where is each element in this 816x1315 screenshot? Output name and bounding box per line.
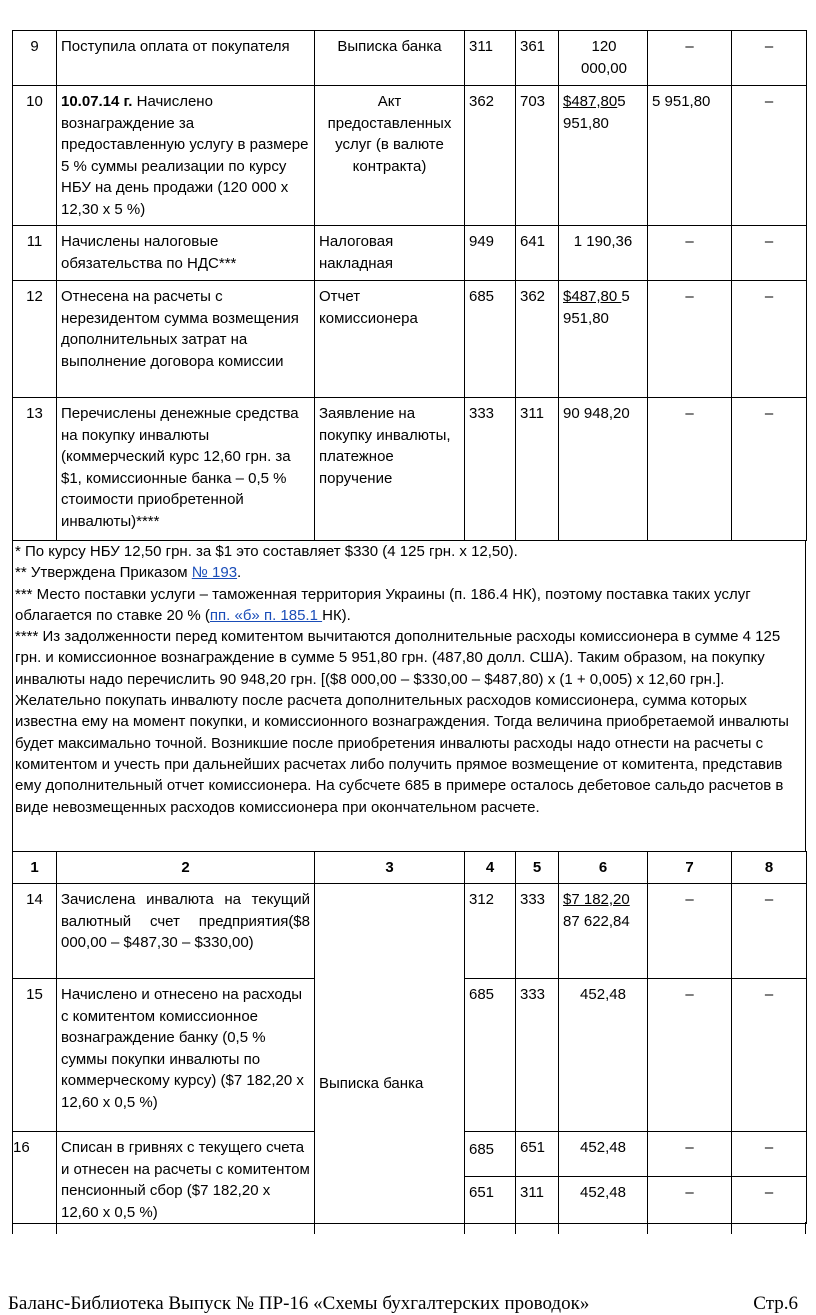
header-cell: 4 bbox=[465, 852, 516, 884]
table-row bbox=[13, 86, 807, 226]
document-cell: Налоговая накладная bbox=[315, 226, 465, 281]
credit-account: 641 bbox=[516, 226, 559, 281]
col8-cell: – bbox=[732, 86, 807, 226]
table-row bbox=[13, 31, 807, 86]
document-cell: Отчет комиссионера bbox=[315, 281, 465, 398]
credit-account: 361 bbox=[516, 31, 559, 86]
footnote-3: *** Место поставки услуги – таможенная территория Украины (п. 186.4 НК), поэтому поставка таких услуг облагается по ставке 20 % (пп. «б» п. 185.1 НК). bbox=[15, 585, 751, 624]
row-number: 9 bbox=[13, 31, 57, 86]
col8-cell: – bbox=[732, 1132, 807, 1177]
page-number: Стр.6 bbox=[753, 1293, 798, 1314]
debit-account: 685 bbox=[465, 281, 516, 398]
document-cell: Выписка банка bbox=[315, 884, 465, 1224]
amount-cell: 452,48 bbox=[559, 979, 648, 1132]
credit-account: 362 bbox=[516, 281, 559, 398]
table-row bbox=[13, 884, 807, 979]
table-row bbox=[13, 398, 807, 541]
header-cell: 5 bbox=[516, 852, 559, 884]
page-footer bbox=[8, 1293, 798, 1315]
tax-code-link[interactable]: пп. «б» п. 185.1 bbox=[209, 606, 323, 624]
col7-cell: – bbox=[648, 281, 732, 398]
table-tick bbox=[558, 1222, 559, 1234]
col7-cell: – bbox=[648, 1132, 732, 1177]
debit-account: 333 bbox=[465, 398, 516, 541]
col8-cell: – bbox=[732, 979, 807, 1132]
amount-cell: 452,48 bbox=[559, 1176, 648, 1223]
header-cell: 3 bbox=[315, 852, 465, 884]
col8-cell: – bbox=[732, 226, 807, 281]
footnotes bbox=[12, 541, 806, 851]
table-tick bbox=[314, 1222, 315, 1234]
col8-cell: – bbox=[732, 1176, 807, 1223]
document-cell: Выписка банка bbox=[315, 31, 465, 86]
operation-description: Поступила оплата от покупателя bbox=[57, 31, 315, 86]
amount-cell: 1 190,36 bbox=[559, 226, 648, 281]
table-bottom bbox=[12, 851, 807, 1224]
header-cell: 7 bbox=[648, 852, 732, 884]
col8-cell: – bbox=[732, 884, 807, 979]
date-bold: 10.07.14 г. bbox=[61, 93, 133, 110]
col7-cell: 5 951,80 bbox=[648, 86, 732, 226]
col8-cell: – bbox=[732, 281, 807, 398]
row-number: 16 bbox=[13, 1132, 57, 1224]
col7-cell: – bbox=[648, 979, 732, 1132]
col8-cell: – bbox=[732, 31, 807, 86]
operation-description: Отнесена на расчеты с нерезидентом сумма возмещения дополнительных затрат на выполнение договора комиссии bbox=[57, 281, 315, 398]
col7-cell: – bbox=[648, 398, 732, 541]
table-tick bbox=[515, 1222, 516, 1234]
debit-account: 362 bbox=[465, 86, 516, 226]
operation-description: Перечислены денежные средства на покупку инвалюты (коммерческий курс 12,60 грн. за $1, комиссионные банка – 0,5 % стоимости приобретенной инвалюты)**** bbox=[57, 398, 315, 541]
credit-account: 333 bbox=[516, 979, 559, 1132]
operation-description: Начислено и отнесено на расходы с комитентом комиссионное вознаграждение банку (0,5 % суммы покупки инвалюты по коммерческому курсу) ($7 182,20 х 12,60 х 0,5 %) bbox=[57, 979, 315, 1132]
amount-cell: $487,80 5 951,80 bbox=[559, 281, 648, 398]
document-cell: Заявление на покупку инвалюты, платежное поручение bbox=[315, 398, 465, 541]
table-top bbox=[12, 30, 807, 541]
footer-title: Баланс-Библиотека Выпуск № ПР-16 «Схемы бухгалтерских проводок» bbox=[8, 1293, 590, 1314]
debit-account: 311 bbox=[465, 31, 516, 86]
row-number: 12 bbox=[13, 281, 57, 398]
row-number: 13 bbox=[13, 398, 57, 541]
amount-cell: 90 948,20 bbox=[559, 398, 648, 541]
credit-account: 333 bbox=[516, 884, 559, 979]
debit-account: 685 bbox=[465, 1132, 516, 1177]
operation-description: Зачислена инвалюта на текущий валютный счет предприятия($8 000,00 – $487,30 – $330,00) bbox=[57, 884, 315, 979]
amount-cell: 452,48 bbox=[559, 1132, 648, 1177]
row-number: 14 bbox=[13, 884, 57, 979]
header-cell: 1 bbox=[13, 852, 57, 884]
debit-account: 312 bbox=[465, 884, 516, 979]
header-cell: 6 bbox=[559, 852, 648, 884]
debit-account: 949 bbox=[465, 226, 516, 281]
operation-description: Списан в гривнях с текущего счета и отнесен на расчеты с комитентом пенсионный сбор ($7 182,20 х 12,60 х 0,5 %) bbox=[57, 1132, 315, 1224]
table-tick bbox=[464, 1222, 465, 1234]
col7-cell: – bbox=[648, 31, 732, 86]
footnote-1: * По курсу НБУ 12,50 грн. за $1 это составляет $330 (4 125 грн. х 12,50). bbox=[15, 543, 518, 560]
table-row bbox=[13, 281, 807, 398]
table-row bbox=[13, 226, 807, 281]
col7-cell: – bbox=[648, 884, 732, 979]
table-tick bbox=[12, 1222, 13, 1234]
table-header bbox=[13, 852, 807, 884]
col8-cell: – bbox=[732, 398, 807, 541]
debit-account: 651 bbox=[465, 1176, 516, 1223]
row-number: 11 bbox=[13, 226, 57, 281]
amount-cell: $7 182,20 87 622,84 bbox=[559, 884, 648, 979]
table-tick bbox=[805, 1222, 806, 1234]
row-number: 15 bbox=[13, 979, 57, 1132]
credit-account: 703 bbox=[516, 86, 559, 226]
credit-account: 311 bbox=[516, 398, 559, 541]
header-cell: 2 bbox=[57, 852, 315, 884]
table-tick bbox=[647, 1222, 648, 1234]
footnote-4: **** Из задолженности перед комитентом вычитаются дополнительные расходы комиссионера в сумме 4 125 грн. и комиссионное вознаграждение в сумме 5 951,80 грн. (487,80 долл. США). Таким образом, на покупку инвалюты надо перечислить 90 948,20 грн. [($8 000,00 – $330,00 – $487,80) х (1 + 0,005) х 12,60 грн.]. Желательно покупать инвалюту после расчета дополнительных расходов комиссионера, сумма которых известна ему на момент покупки, и комиссионного вознаграждения. Тогда величина приобретаемой инвалюты будет максимально точной. Возникшие после приобретения инвалюты расходы надо отнести на расчеты с комитентом и учесть при дальнейших расчетах либо получить прямое возмещение от комитента, представив ему дополнительный отчет комиссионера. На субсчете 685 в примере осталось дебетовое сальдо расчетов в виде невозмещенных расходов комиссионера при окончательном расчете. bbox=[15, 628, 789, 816]
operation-description: 10.07.14 г. Начислено вознаграждение за предоставленную услугу в размере 5 % суммы реализации по курсу НБУ на день продажи (120 000 х 12,30 х 5 %) bbox=[57, 86, 315, 226]
credit-account: 651 bbox=[516, 1132, 559, 1177]
col7-cell: – bbox=[648, 1176, 732, 1223]
credit-account: 311 bbox=[516, 1176, 559, 1223]
table-tick bbox=[56, 1222, 57, 1234]
debit-account: 685 bbox=[465, 979, 516, 1132]
header-cell: 8 bbox=[732, 852, 807, 884]
amount-cell: 120 000,00 bbox=[559, 31, 648, 86]
row-number: 10 bbox=[13, 86, 57, 226]
amount-cell: $487,805 951,80 bbox=[559, 86, 648, 226]
footnote-2: ** Утверждена Приказом № 193. bbox=[15, 564, 242, 582]
table-tick bbox=[731, 1222, 732, 1234]
document-cell: Акт предоставленных услуг (в валюте контракта) bbox=[315, 86, 465, 226]
order-link[interactable]: № 193 bbox=[191, 564, 238, 582]
operation-description: Начислены налоговые обязательства по НДС*** bbox=[57, 226, 315, 281]
col7-cell: – bbox=[648, 226, 732, 281]
